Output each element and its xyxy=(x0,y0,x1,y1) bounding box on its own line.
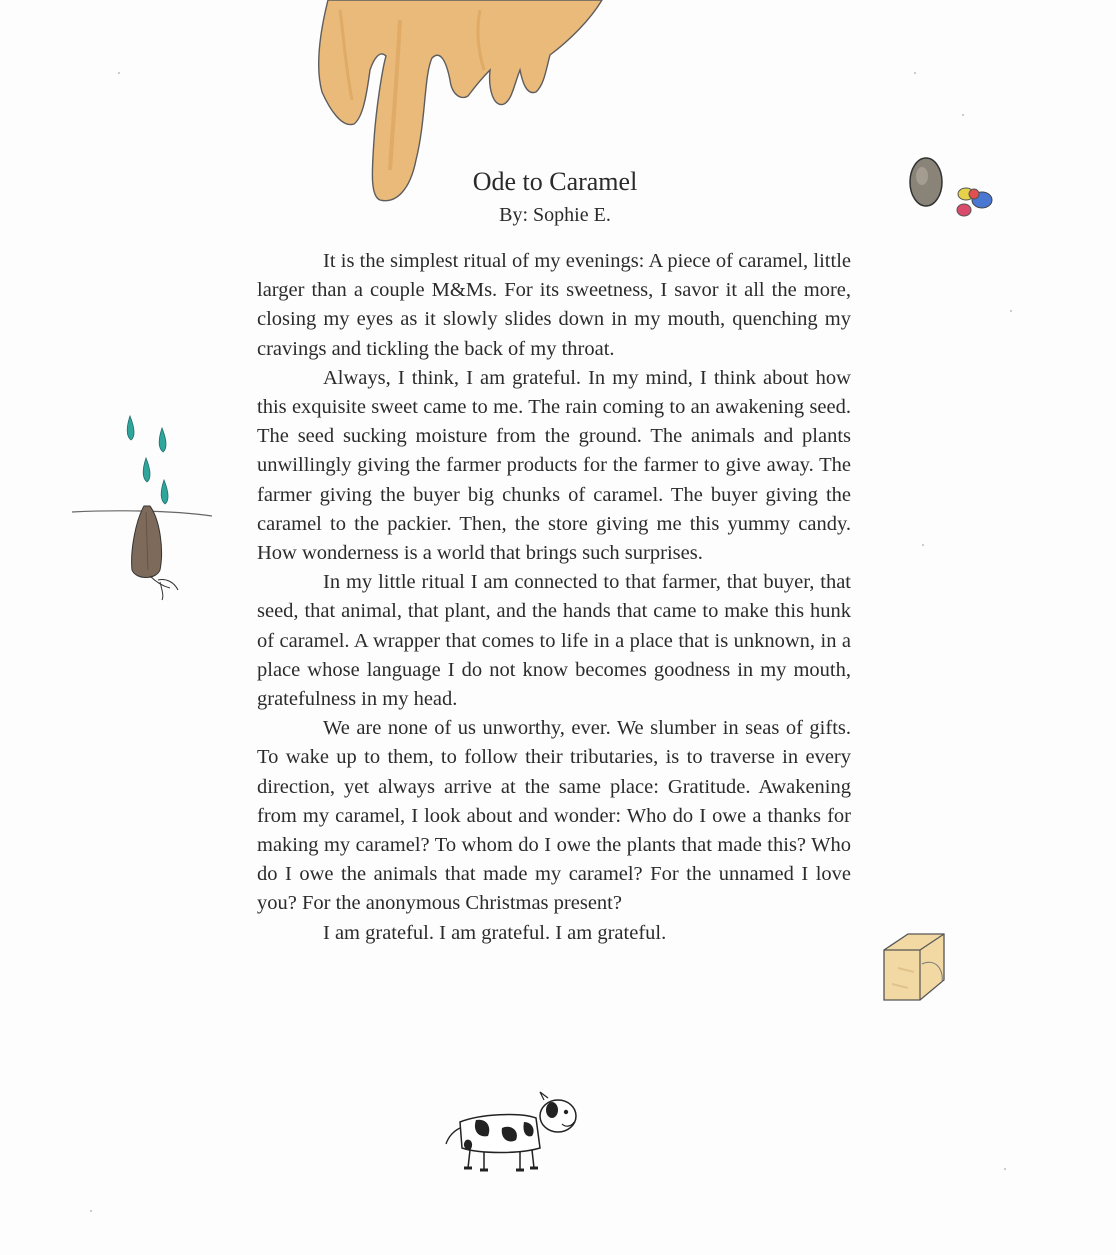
paper-speck xyxy=(1010,310,1012,312)
cow-icon xyxy=(440,1088,585,1183)
paragraph-3: In my little ritual I am connected to that farmer, that buyer, that seed, that animal, that plant, and the hands that came to make this hunk of caramel. A wrapper that comes to life in a place that is unknown, in a place whose language I do not know becomes goodness in my mouth, gratefulness in my head. xyxy=(257,571,851,711)
egg-and-candies-icon xyxy=(900,150,1000,222)
paper-speck xyxy=(914,72,916,74)
closing-line: I am grateful. I am grateful. I am grateful. xyxy=(323,921,667,944)
poem-body xyxy=(257,247,851,948)
paper-speck xyxy=(922,544,924,546)
rain-and-seed-icon xyxy=(70,410,220,610)
document-title: Ode to Caramel xyxy=(472,167,638,196)
paper-speck xyxy=(90,1210,92,1212)
paper-speck xyxy=(118,72,120,74)
paragraph-4: We are none of us unworthy, ever. We slumber in seas of gifts. To wake up to them, to follow their tributaries, is to traverse in every direction, yet always arrive at the same place: Gratitude. Awakening from my caramel, I look about and wonder: Who do I owe a thanks for making my caramel? To whom do I owe the plants that made this? Who do I owe the animals that made my caramel? For the unnamed I love you? For the anonymous Christmas present? xyxy=(257,717,851,915)
paper-speck xyxy=(962,114,964,116)
author-byline: By: Sophie E. xyxy=(499,204,611,226)
caramel-cube-icon xyxy=(878,928,952,1008)
paragraph-2: Always, I think, I am grateful. In my mind, I think about how this exquisite sweet came to me. The rain coming to an awakening seed. The seed sucking moisture from the ground. The animals and plants unwillingly giving the farmer products for the farmer to give away. The farmer giving the buyer big chunks of caramel. The buyer giving the caramel to the packier. Then, the store giving me this yummy candy. How wonderness is a world that brings such surprises. xyxy=(257,366,851,565)
paper-speck xyxy=(1004,1168,1006,1170)
paragraph-1: It is the simplest ritual of my evenings: A piece of caramel, little larger than a couple M&Ms. For its sweetness, I savor it all the more, closing my eyes as it slowly slides down in my mouth, quenching my cravings and tickling the back of my throat. xyxy=(257,250,851,360)
